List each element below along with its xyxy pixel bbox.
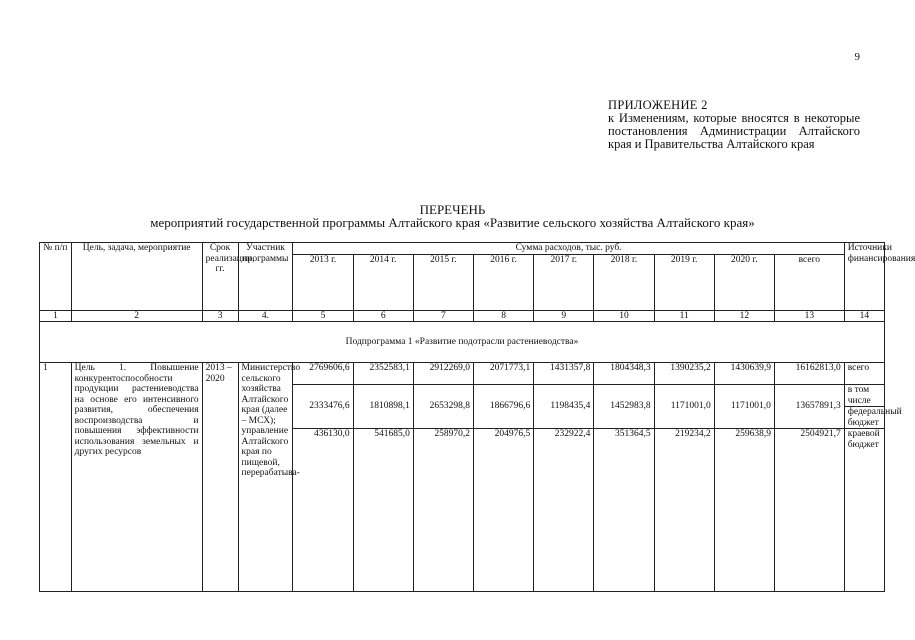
header-year: 2013 г. (293, 255, 353, 311)
column-number: 13 (774, 311, 844, 322)
subprogram-title: Подпрограмма 1 «Развитие подотрасли растениеводства» (40, 322, 885, 363)
header-expenses: Сумма расходов, тыс. руб. (293, 243, 844, 255)
value-cell: 2653298,8 (413, 385, 473, 429)
row-term: 2013 – 2020 (202, 363, 238, 592)
column-number: 8 (474, 311, 534, 322)
value-cell: 436130,0 (293, 429, 353, 592)
column-number: 1 (40, 311, 72, 322)
document-subtitle: мероприятий государственной программы Алтайского края «Развитие сельского хозяйства Алтайского края» (150, 215, 755, 230)
table-row (40, 363, 885, 385)
row-num: 1 (40, 363, 72, 592)
appendix-body: к Изменениям, которые вносятся в некоторые постановления Администрации Алтайского края и Правительства Алтайского края (608, 111, 860, 151)
value-cell: 1171001,0 (714, 385, 774, 429)
header-year: 2018 г. (594, 255, 654, 311)
header-source: Источники финансирования (844, 243, 884, 311)
value-cell: 1804348,3 (594, 363, 654, 385)
subprogram-row (40, 322, 885, 363)
row-participant: Министерство сельского хозяйства Алтайского края (далее – МСХ); управление Алтайского края по пищевой, перерабатыва- (238, 363, 293, 592)
value-cell: 1452983,8 (594, 385, 654, 429)
column-number-row (40, 311, 885, 322)
header-participant: Участник программы (238, 243, 293, 311)
value-cell: 2333476,6 (293, 385, 353, 429)
source-label: краевой бюджет (844, 429, 884, 592)
header-year: 2017 г. (534, 255, 594, 311)
header-row-1 (40, 243, 885, 255)
value-cell: 204976,5 (474, 429, 534, 592)
header-total: всего (774, 255, 844, 311)
value-cell: 541685,0 (353, 429, 413, 592)
appendix-heading: ПРИЛОЖЕНИЕ 2 (608, 98, 708, 112)
value-cell: 1171001,0 (654, 385, 714, 429)
value-cell: 259638,9 (714, 429, 774, 592)
value-cell: 232922,4 (534, 429, 594, 592)
appendix-block (608, 99, 860, 151)
column-number: 14 (844, 311, 884, 322)
column-number: 6 (353, 311, 413, 322)
column-number: 4. (238, 311, 293, 322)
header-year: 2020 г. (714, 255, 774, 311)
header-year: 2015 г. (413, 255, 473, 311)
row-goal: Цель 1. Повышение конкурентоспособности продукции растениеводства на основе его интенсивного развития, обеспечения воспроизводства и повышения эффективности использования земельных и других ресурсов (71, 363, 202, 592)
source-label: всего (847, 363, 870, 373)
value-cell: 1390235,2 (654, 363, 714, 385)
value-cell: 1431357,8 (534, 363, 594, 385)
measures-table (39, 242, 915, 592)
value-cell: 1866796,6 (474, 385, 534, 429)
column-number: 11 (654, 311, 714, 322)
page-number: 9 (854, 51, 860, 63)
source-cell (844, 385, 902, 429)
source-cell (844, 363, 884, 385)
column-number: 12 (714, 311, 774, 322)
value-cell: 258970,2 (413, 429, 473, 592)
value-cell: 2071773,1 (474, 363, 534, 385)
source-label: в том числе (847, 385, 871, 406)
value-cell: 1430639,9 (714, 363, 774, 385)
value-cell: 2769606,6 (293, 363, 353, 385)
value-cell: 16162813,0 (774, 363, 844, 385)
value-cell: 2352583,1 (353, 363, 413, 385)
value-cell: 1198435,4 (534, 385, 594, 429)
column-number: 10 (594, 311, 654, 322)
header-year: 2016 г. (474, 255, 534, 311)
document-title: ПЕРЕЧЕНЬ (419, 202, 486, 217)
header-num: № п/п (40, 243, 72, 311)
header-goal: Цель, задача, мероприятие (71, 243, 202, 311)
value-cell: 219234,2 (654, 429, 714, 592)
source-label: федеральный бюджет (845, 406, 884, 428)
column-number: 2 (71, 311, 202, 322)
header-year: 2019 г. (654, 255, 714, 311)
value-cell: 13657891,3 (774, 385, 844, 429)
column-number: 7 (413, 311, 473, 322)
header-year: 2014 г. (353, 255, 413, 311)
column-number: 3 (202, 311, 238, 322)
value-cell: 351364,5 (594, 429, 654, 592)
header-term: Срок реализации, гг. (202, 243, 238, 311)
value-cell: 2504921,7 (774, 429, 844, 592)
column-number: 5 (293, 311, 353, 322)
value-cell: 1810898,1 (353, 385, 413, 429)
value-cell: 2912269,0 (413, 363, 473, 385)
column-number: 9 (534, 311, 594, 322)
